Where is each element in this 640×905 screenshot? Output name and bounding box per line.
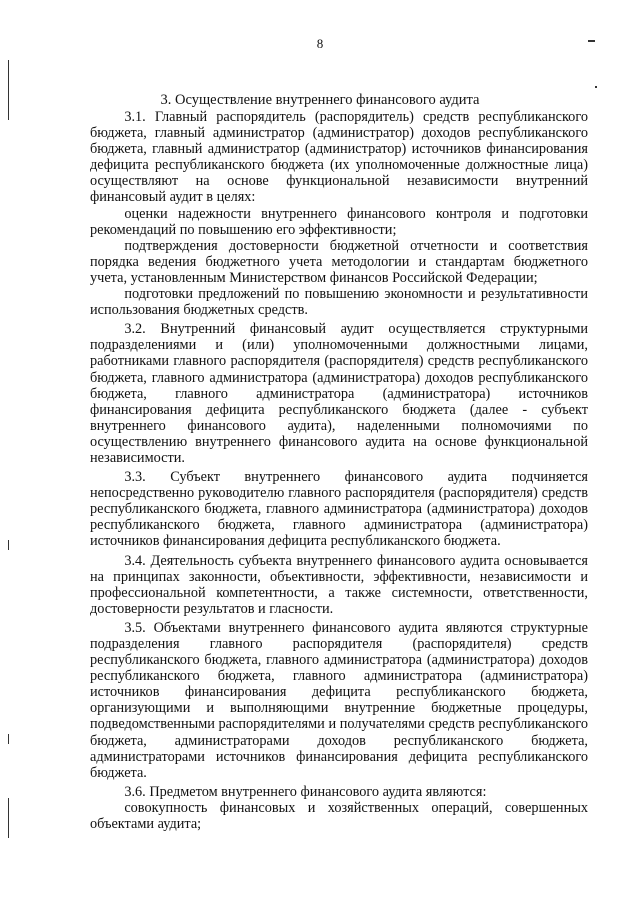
scan-edge-line [8, 798, 9, 838]
paragraph-3-4: 3.4. Деятельность субъекта внутреннего финансового аудита основывается на принципах законности, объективности, эффективности, независимости и профессиональной компетентности, а также системности, ответственности, достоверности результатов и гласности. [90, 552, 588, 617]
paragraph-3-6: 3.6. Предметом внутреннего финансового аудита являются: [124, 783, 487, 800]
list-item-control-reliability: оценки надежности внутреннего финансового контроля и подготовки рекомендаций по повышению его эффективности; [90, 205, 588, 238]
scan-mark [595, 86, 597, 88]
list-item-operations: совокупность финансовых и хозяйственных операций, совершенных объектами аудита; [90, 799, 588, 833]
paragraph-3-3: 3.3. Субъект внутреннего финансового аудита подчиняется непосредственно руководителю главного распорядителя (распорядителя) средств республиканского бюджета, главного администратора (администратора) доходов республиканского бюджета, главного администратора (администратора) источников финансирования дефицита республиканского бюджета. [90, 469, 588, 550]
page-number: 8 [316, 36, 324, 51]
paragraph-3-5: 3.5. Объектами внутреннего финансового аудита являются структурные подразделения главного распорядителя (распорядителя) средств республиканского бюджета, главного администратора (администратора) доходов республиканского бюджета, главного администратора (администратора) источников финансирования дефицита республиканского бюджета, организующими и выполняющими внутренние бюджетные процедуры, подведомственными распорядителями и получателями средств республиканского бюджета, администраторами доходов республиканского бюджета, администраторами источников финансирования дефицита республиканского бюджета. [90, 619, 588, 781]
list-item-efficiency-proposals: подготовки предложений по повышению экономности и результативности использования бюджетных средств. [90, 286, 588, 319]
list-item-reporting-reliability: подтверждения достоверности бюджетной отчетности и соответствия порядка ведения бюджетного учета методологии и стандартам бюджетного учета, установленным Министерством финансов Российской Федерации; [90, 237, 588, 286]
scan-edge-line [8, 540, 9, 550]
section-heading: 3. Осуществление внутреннего финансового аудита [160, 92, 480, 108]
scan-edge-line [8, 60, 9, 120]
paragraph-3-1: 3.1. Главный распорядитель (распорядитель) средств республиканского бюджета, главный администратор (администратор) доходов республиканского бюджета, главный администратор (администратор) источников финансирования дефицита республиканского бюджета (их уполномоченные должностные лица) осуществляют на основе функциональной независимости внутренний финансовый аудит в целях: [90, 109, 588, 206]
document-body [90, 109, 588, 832]
scan-mark [588, 40, 595, 42]
scan-edge-line [8, 734, 9, 744]
paragraph-3-2: 3.2. Внутренний финансовый аудит осуществляется структурными подразделениями и (или) уполномоченными должностными лицами, работниками главного распорядителя (распорядителя) средств республиканского бюджета, главного администратора (администратора) доходов республиканского бюджета, главного администратора (администратора) источников финансирования дефицита республиканского бюджета (далее - субъект внутреннего финансового аудита), наделенными полномочиями по осуществлению внутреннего финансового аудита на основе функциональной независимости. [90, 321, 588, 466]
